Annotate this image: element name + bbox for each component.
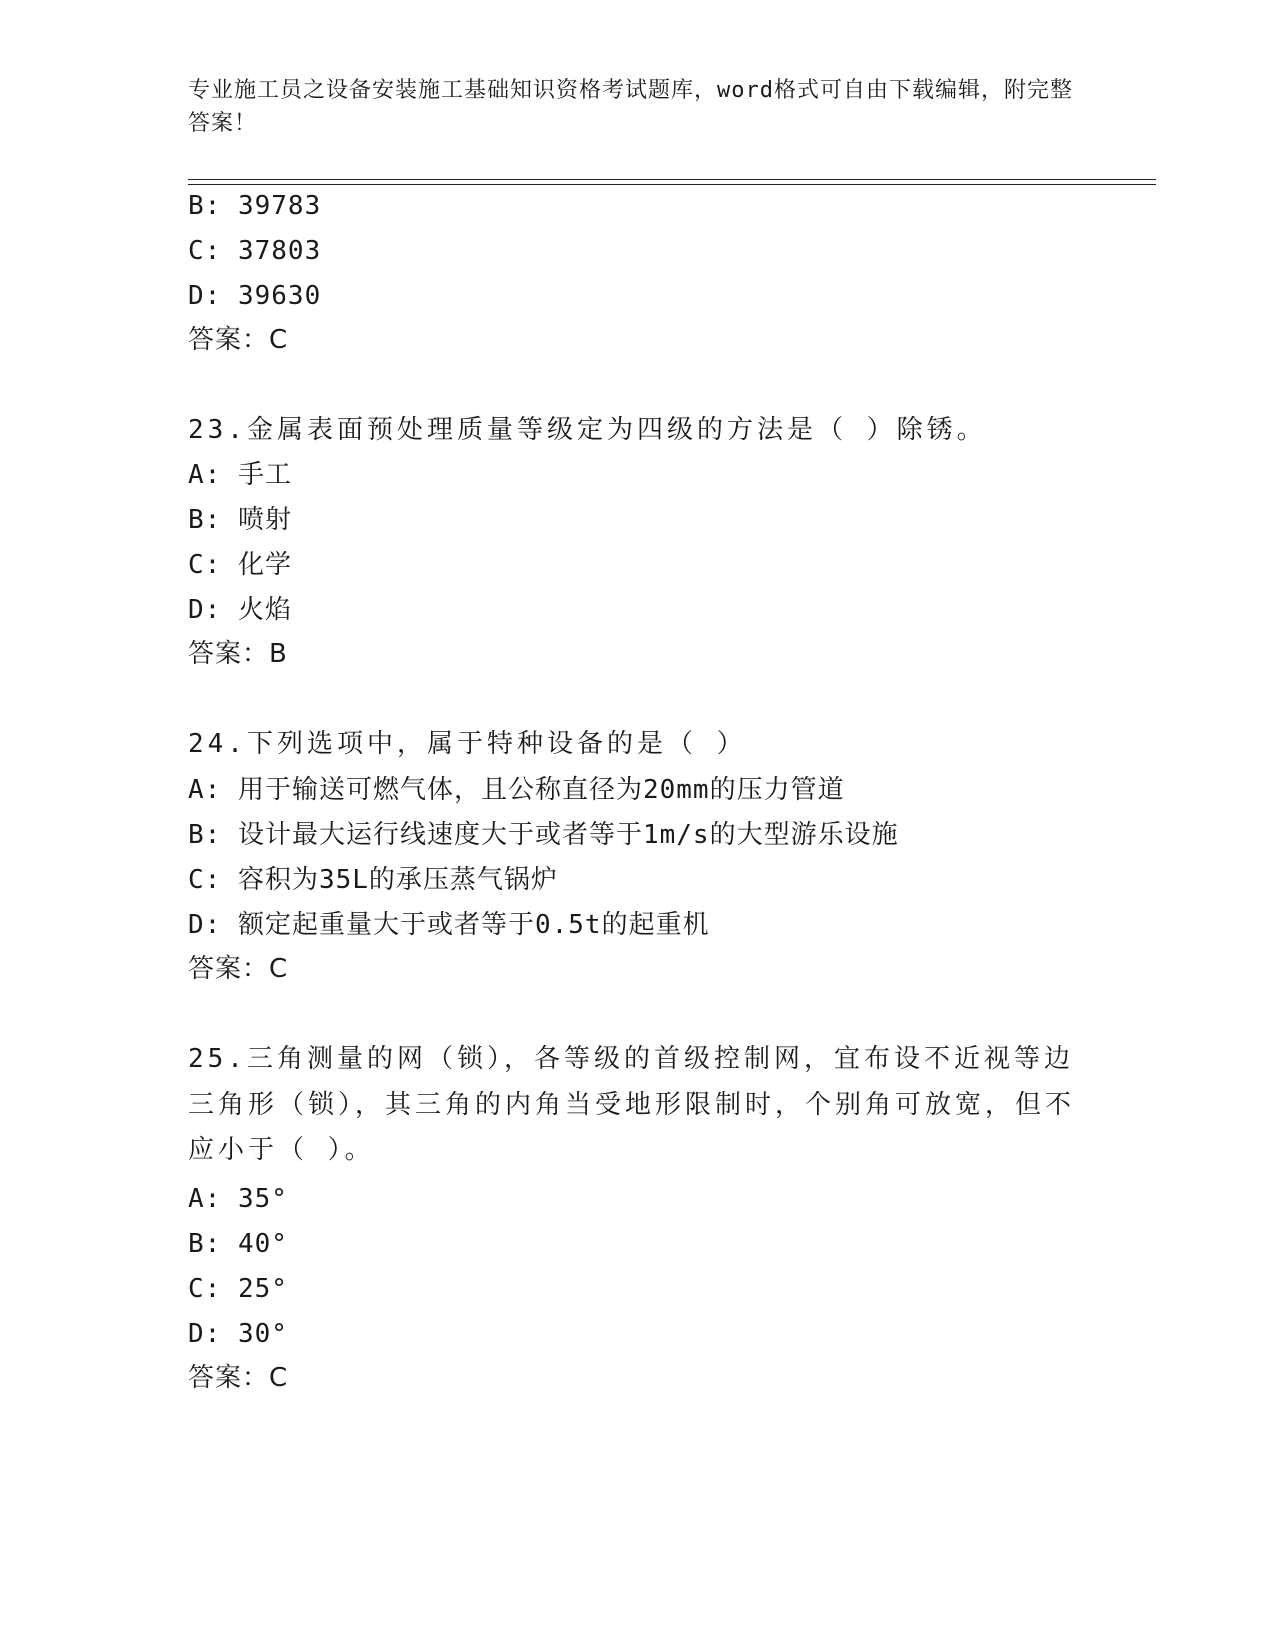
question-23-text: 23.金属表面预处理质量等级定为四级的方法是（ ）除锈。: [188, 415, 987, 445]
q25-option-c: C: 25°: [188, 1274, 288, 1304]
q25-option-d: D: 30°: [188, 1319, 288, 1349]
option-d: D: 39630: [188, 281, 322, 311]
header-divider-bottom: [188, 184, 1156, 185]
q25-option-b: B: 40°: [188, 1229, 288, 1259]
header-divider-top: [188, 179, 1156, 180]
document-header: 专业施工员之设备安装施工基础知识资格考试题库，word格式可自由下载编辑，附完整答案！: [188, 78, 1073, 136]
q24-option-c: C: 容积为35L的承压蒸气锅炉: [188, 865, 558, 895]
q23-option-d: D: 火焰: [188, 595, 292, 625]
q23-option-a: A: 手工: [188, 460, 292, 490]
q24-option-b: B: 设计最大运行线速度大于或者等于1m/s的大型游乐设施: [188, 820, 899, 850]
q24-option-d: D: 额定起重量大于或者等于0.5t的起重机: [188, 910, 710, 940]
q24-answer: 答案：C: [188, 954, 289, 984]
q25-answer: 答案：C: [188, 1363, 289, 1393]
question-24-text: 24.下列选项中，属于特种设备的是（ ）: [188, 729, 747, 759]
q25-option-a: A: 35°: [188, 1184, 288, 1214]
q23-answer: 答案：B: [188, 639, 288, 669]
question-25-text: 25.三角测量的网（锁），各等级的首级控制网，宜布设不近视等边三角形（锁），其三角的内角当受地形限制时，个别角可放宽，但不应小于（ ）。: [188, 1044, 1076, 1165]
option-b: B: 39783: [188, 191, 322, 221]
q23-option-c: C: 化学: [188, 550, 292, 580]
option-c: C: 37803: [188, 236, 322, 266]
q23-option-b: B: 喷射: [188, 505, 292, 535]
answer-line: 答案：C: [188, 325, 289, 355]
q24-option-a: A: 用于输送可燃气体，且公称直径为20mm的压力管道: [188, 775, 845, 805]
